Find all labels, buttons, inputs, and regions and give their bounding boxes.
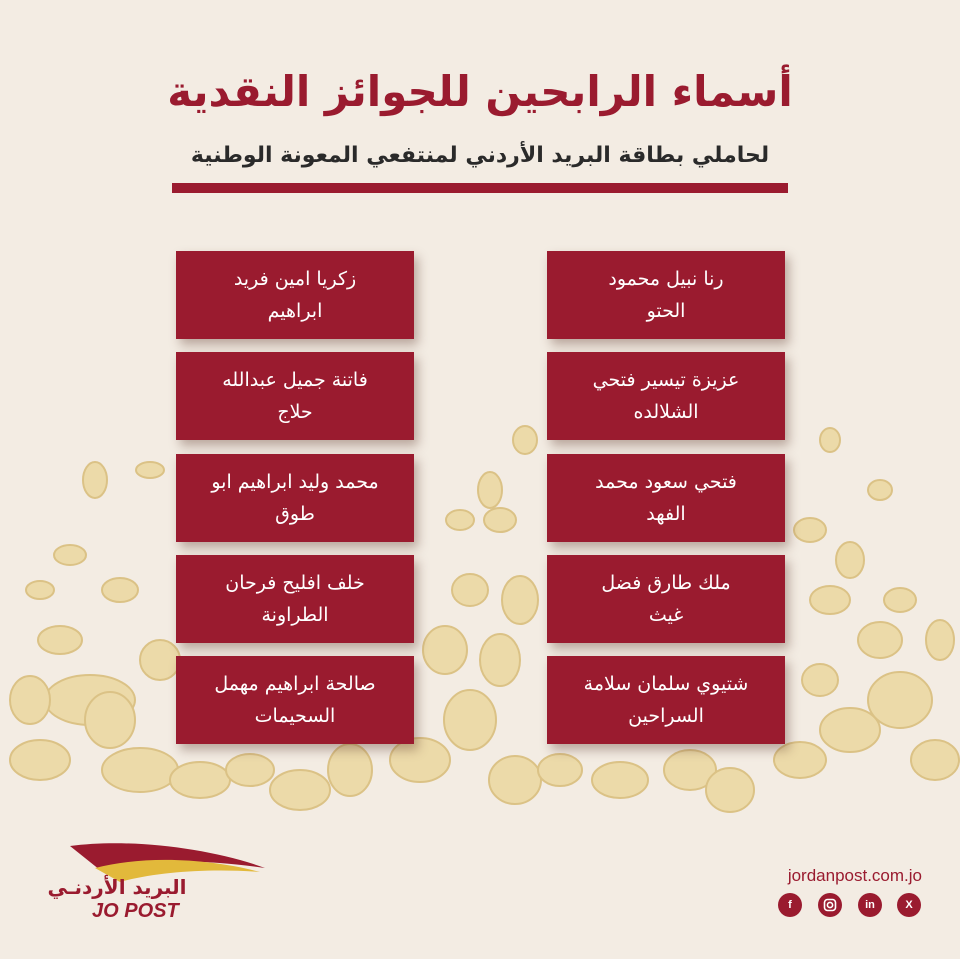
logo-arabic-text: البريد الأردنـي: [47, 875, 187, 899]
winner-name-line2: حلاج: [277, 401, 313, 423]
winner-name-line1: صالحة ابراهيم مهمل: [214, 673, 376, 695]
winner-name-line1: خلف افليح فرحان: [225, 572, 365, 594]
winner-name-line1: ملك طارق فضل: [601, 572, 731, 594]
linkedin-icon[interactable]: in: [858, 893, 882, 917]
logo-english-text: JO POST: [92, 900, 179, 922]
winner-card: [176, 352, 414, 440]
website-link[interactable]: jordanpost.com.jo: [787, 866, 922, 885]
instagram-icon[interactable]: [818, 893, 842, 917]
winner-name-line1: محمد وليد ابراهيم ابو: [211, 471, 379, 493]
winner-card: [176, 555, 414, 643]
winner-name-line2: الفهد: [646, 503, 686, 525]
winner-card: [547, 454, 785, 542]
winner-name-line1: رنا نبيل محمود: [608, 268, 724, 290]
winner-name-line1: شتيوي سلمان سلامة: [583, 673, 749, 695]
winner-card: [176, 251, 414, 339]
winner-card: [176, 656, 414, 744]
winner-card: [547, 555, 785, 643]
winner-card: [176, 454, 414, 542]
winner-name-line1: زكريا امين فريد: [233, 268, 357, 290]
winner-name-line2: السحيمات: [254, 705, 336, 727]
winner-name-line2: السراحين: [628, 705, 704, 727]
winner-name-line2: ابراهيم: [267, 300, 323, 322]
winner-name-line2: الشلالده: [633, 401, 699, 423]
winner-card: [547, 251, 785, 339]
page-title: أسماء الرابحين للجوائز النقدية: [167, 67, 793, 116]
winner-card: [547, 656, 785, 744]
winner-name-line2: غيث: [648, 604, 684, 626]
facebook-icon[interactable]: f: [778, 893, 802, 917]
winner-name-line2: الطراونة: [261, 604, 329, 626]
winner-name-line1: فتحي سعود محمد: [595, 471, 737, 493]
x-icon[interactable]: X: [897, 893, 921, 917]
winner-name-line1: عزيزة تيسير فتحي: [592, 369, 740, 391]
page-subtitle: لحاملي بطاقة البريد الأردني لمنتفعي المعونة الوطنية: [190, 143, 770, 168]
winner-name-line1: فاتنة جميل عبدالله: [222, 369, 368, 391]
winner-card: [547, 352, 785, 440]
title-divider: [172, 183, 788, 193]
winner-name-line2: طوق: [275, 503, 315, 525]
winner-name-line2: الحتو: [646, 300, 686, 322]
